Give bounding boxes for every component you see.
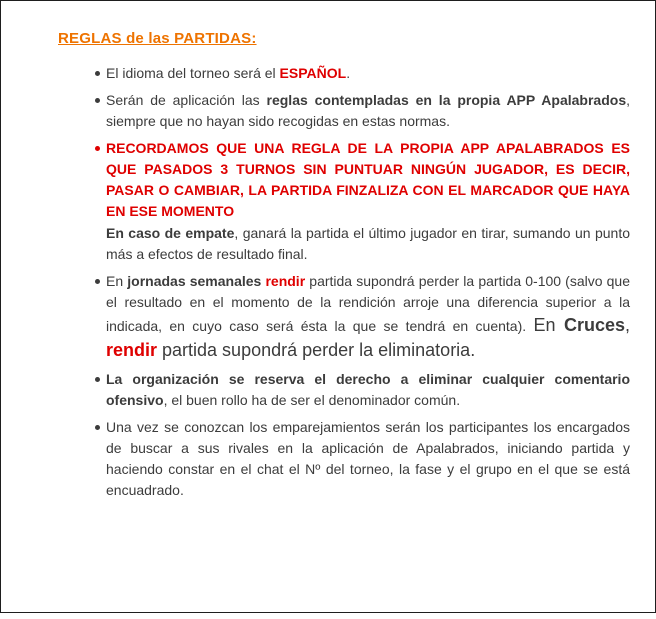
bullet-icon bbox=[95, 71, 100, 76]
text-run: jornadas semanales bbox=[127, 273, 262, 289]
text-run: En bbox=[106, 273, 128, 289]
rule-item bbox=[58, 417, 630, 501]
rule-item bbox=[58, 369, 630, 411]
text-run: reglas contempladas en la propia APP Apalabrados bbox=[266, 92, 627, 108]
rule-item bbox=[58, 138, 630, 222]
text-run: El idioma del torneo será el bbox=[106, 65, 280, 81]
text-run: partida supondrá perder la eliminatoria. bbox=[157, 340, 476, 360]
bullet-icon bbox=[95, 146, 100, 151]
text-run: , ganará la partida el último jugador en tirar, sumando un punto más a efectos de resultado final. bbox=[106, 225, 631, 262]
rule-paragraph bbox=[58, 223, 630, 265]
page-title: REGLAS de las PARTIDAS: bbox=[58, 30, 257, 47]
text-run: , bbox=[624, 315, 630, 335]
rule-text bbox=[106, 223, 630, 265]
bullet-icon bbox=[95, 377, 100, 382]
bullet-icon bbox=[95, 425, 100, 430]
text-run: partida supondrá perder la partida 0-100 (salvo que el resultado en el momento de la rendición arroje una diferencia superior a la indicada, en cuyo caso será ésta la que se tendrá en cuenta). bbox=[106, 273, 631, 334]
rule-text bbox=[106, 417, 630, 501]
rule-text bbox=[106, 369, 630, 411]
rule-item bbox=[58, 63, 630, 84]
text-run: , el buen rollo ha de ser el denominador común. bbox=[163, 392, 461, 408]
text-run: Una vez se conozcan los emparejamientos serán los participantes los encargados de buscar a sus rivales en la aplicación de Apalabrados, iniciando partida y haciendo constar en el chat el Nº del torneo, la fase y el grupo en el que se está encuadrado. bbox=[106, 419, 630, 498]
text-run: rendir bbox=[106, 340, 158, 360]
rule-text bbox=[106, 138, 630, 222]
text-run: La organización se reserva el derecho a eliminar cualquier comentario ofensivo bbox=[106, 371, 630, 408]
bullet-icon bbox=[95, 279, 100, 284]
text-run: En bbox=[533, 315, 564, 335]
rule-text bbox=[106, 63, 630, 84]
bullet-icon bbox=[95, 98, 100, 103]
rules-list bbox=[58, 63, 630, 501]
text-run: . bbox=[346, 65, 351, 81]
text-run: rendir bbox=[265, 273, 306, 289]
text-run: Serán de aplicación las bbox=[106, 92, 267, 108]
text-run: , siempre que no hayan sido recogidas en estas normas. bbox=[106, 92, 631, 129]
text-run: En caso de empate bbox=[106, 225, 235, 241]
rule-text bbox=[106, 90, 630, 132]
text-run: RECORDAMOS QUE UNA REGLA DE LA PROPIA APP APALABRADOS ES QUE PASADOS 3 TURNOS SIN PUNTUAR NINGÚN JUGADOR, ES DECIR, PASAR O CAMBIAR, LA PARTIDA FINZALIZA CON EL MARCADOR QUE HAYA EN ESE MOMENTO bbox=[106, 140, 630, 219]
text-run: ESPAÑOL bbox=[279, 65, 347, 81]
rule-text bbox=[106, 271, 630, 363]
rule-item bbox=[58, 90, 630, 132]
text-run: Cruces bbox=[563, 315, 625, 335]
rule-item bbox=[58, 271, 630, 363]
document-content bbox=[1, 1, 656, 507]
